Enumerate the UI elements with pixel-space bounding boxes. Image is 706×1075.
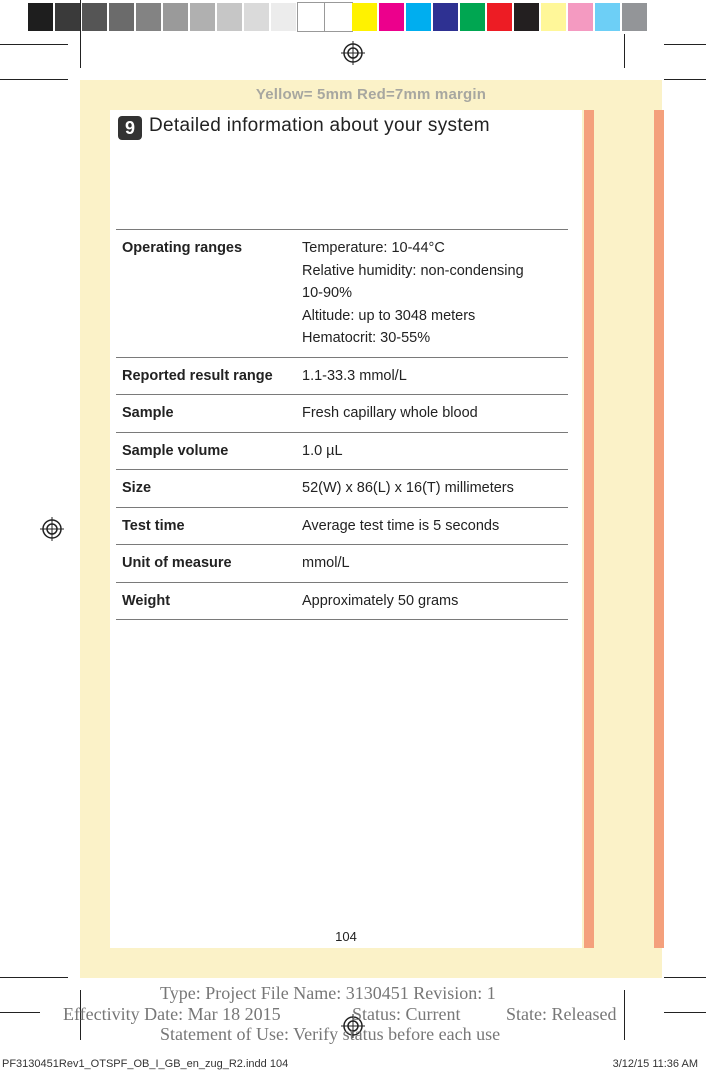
table-row [116, 395, 568, 433]
spec-label: Sample [116, 395, 302, 433]
crop-mark [624, 34, 625, 68]
table-row [116, 230, 568, 358]
spec-value [302, 395, 568, 433]
color-swatch [217, 3, 244, 31]
spec-value-line: Altitude: up to 3048 meters [302, 307, 476, 324]
spec-label: Sample volume [116, 432, 302, 470]
spec-value [302, 507, 568, 545]
registration-mark-icon [341, 41, 365, 65]
table-row [116, 432, 568, 470]
color-swatch [352, 3, 379, 31]
safety-margin-strip [584, 110, 594, 948]
color-swatch [568, 3, 595, 31]
color-swatch [163, 3, 190, 31]
color-swatch [595, 3, 622, 31]
spec-value-line: Temperature: 10-44°C [302, 240, 445, 256]
spec-label: Size [116, 470, 302, 508]
spec-label: Operating ranges [116, 230, 302, 358]
color-swatch [514, 3, 541, 31]
section-number-badge: 9 [118, 116, 142, 140]
color-swatch [379, 3, 406, 31]
spec-value-line: Hematocrit: 30-55% [302, 330, 431, 346]
slug-line-3: Statement of Use: Verify status before each use [160, 1024, 501, 1044]
color-swatch [622, 3, 649, 31]
color-swatch [136, 3, 163, 31]
page-number: 104 [335, 929, 357, 944]
table-row [116, 470, 568, 508]
table-row [116, 507, 568, 545]
crop-mark [664, 44, 706, 45]
color-swatch [406, 3, 433, 31]
spec-value-line: Average test time is 5 seconds [302, 517, 500, 534]
crop-mark [664, 1012, 706, 1013]
spec-value-line: Fresh capillary whole blood [302, 405, 478, 421]
spec-value-line: Approximately 50 grams [302, 592, 459, 609]
slug-line-1: Type: Project File Name: 3130451 Revision: 1 [160, 983, 496, 1003]
table-row [116, 545, 568, 583]
margin-note: Yellow= 5mm Red=7mm margin [255, 86, 487, 103]
crop-mark [0, 79, 68, 80]
color-swatch [487, 3, 514, 31]
color-swatch [190, 3, 217, 31]
crop-mark [664, 977, 706, 978]
crop-mark [0, 977, 68, 978]
color-swatch [55, 3, 82, 31]
color-swatch [433, 3, 460, 31]
registration-mark-icon [40, 517, 64, 541]
spec-value [302, 230, 568, 358]
color-swatch [325, 3, 352, 31]
color-swatch [460, 3, 487, 31]
table-row [116, 582, 568, 620]
spec-value-line: 52(W) x 86(L) x 16(T) millimeters [302, 480, 514, 496]
spec-label: Reported result range [116, 357, 302, 395]
slug-line-2-effectivity: Effectivity Date: Mar 18 2015 [63, 1004, 281, 1024]
spec-label: Test time [116, 507, 302, 545]
safety-margin-strip [654, 110, 664, 948]
slug-line-2-status: Status: Current [352, 1004, 461, 1024]
spec-value [302, 432, 568, 470]
color-calibration-bar [28, 3, 649, 31]
footer-date: 3/12/15 11:36 AM [612, 1058, 698, 1070]
spec-value-line: 10-90% [302, 285, 352, 301]
spec-value-line: mmol/L [302, 555, 350, 571]
color-swatch [271, 3, 298, 31]
spec-value [302, 357, 568, 395]
color-swatch [541, 3, 568, 31]
crop-mark [624, 990, 625, 1040]
color-swatch [244, 3, 271, 31]
crop-mark [0, 44, 68, 45]
spec-value-line: 1.1-33.3 mmol/L [302, 367, 407, 384]
page-title: Detailed information about your system [149, 115, 490, 136]
crop-mark [80, 0, 81, 68]
table-row [116, 357, 568, 395]
slug-line-2-state: State: Released [506, 1004, 617, 1024]
spec-table [116, 229, 568, 620]
color-swatch [82, 3, 109, 31]
crop-mark [0, 1012, 40, 1013]
spec-label: Weight [116, 582, 302, 620]
spec-value-line: Relative humidity: non-condensing [302, 262, 524, 279]
crop-mark [664, 79, 706, 80]
color-swatch [109, 3, 136, 31]
spec-value-line: 1.0 µL [302, 442, 343, 459]
spec-value [302, 470, 568, 508]
footer-filename: PF3130451Rev1_OTSPF_OB_I_GB_en_zug_R2.indd 104 [2, 1058, 289, 1070]
spec-label: Unit of measure [116, 545, 302, 583]
color-swatch [28, 3, 55, 31]
spec-value [302, 545, 568, 583]
spec-value [302, 582, 568, 620]
color-swatch [298, 3, 325, 31]
